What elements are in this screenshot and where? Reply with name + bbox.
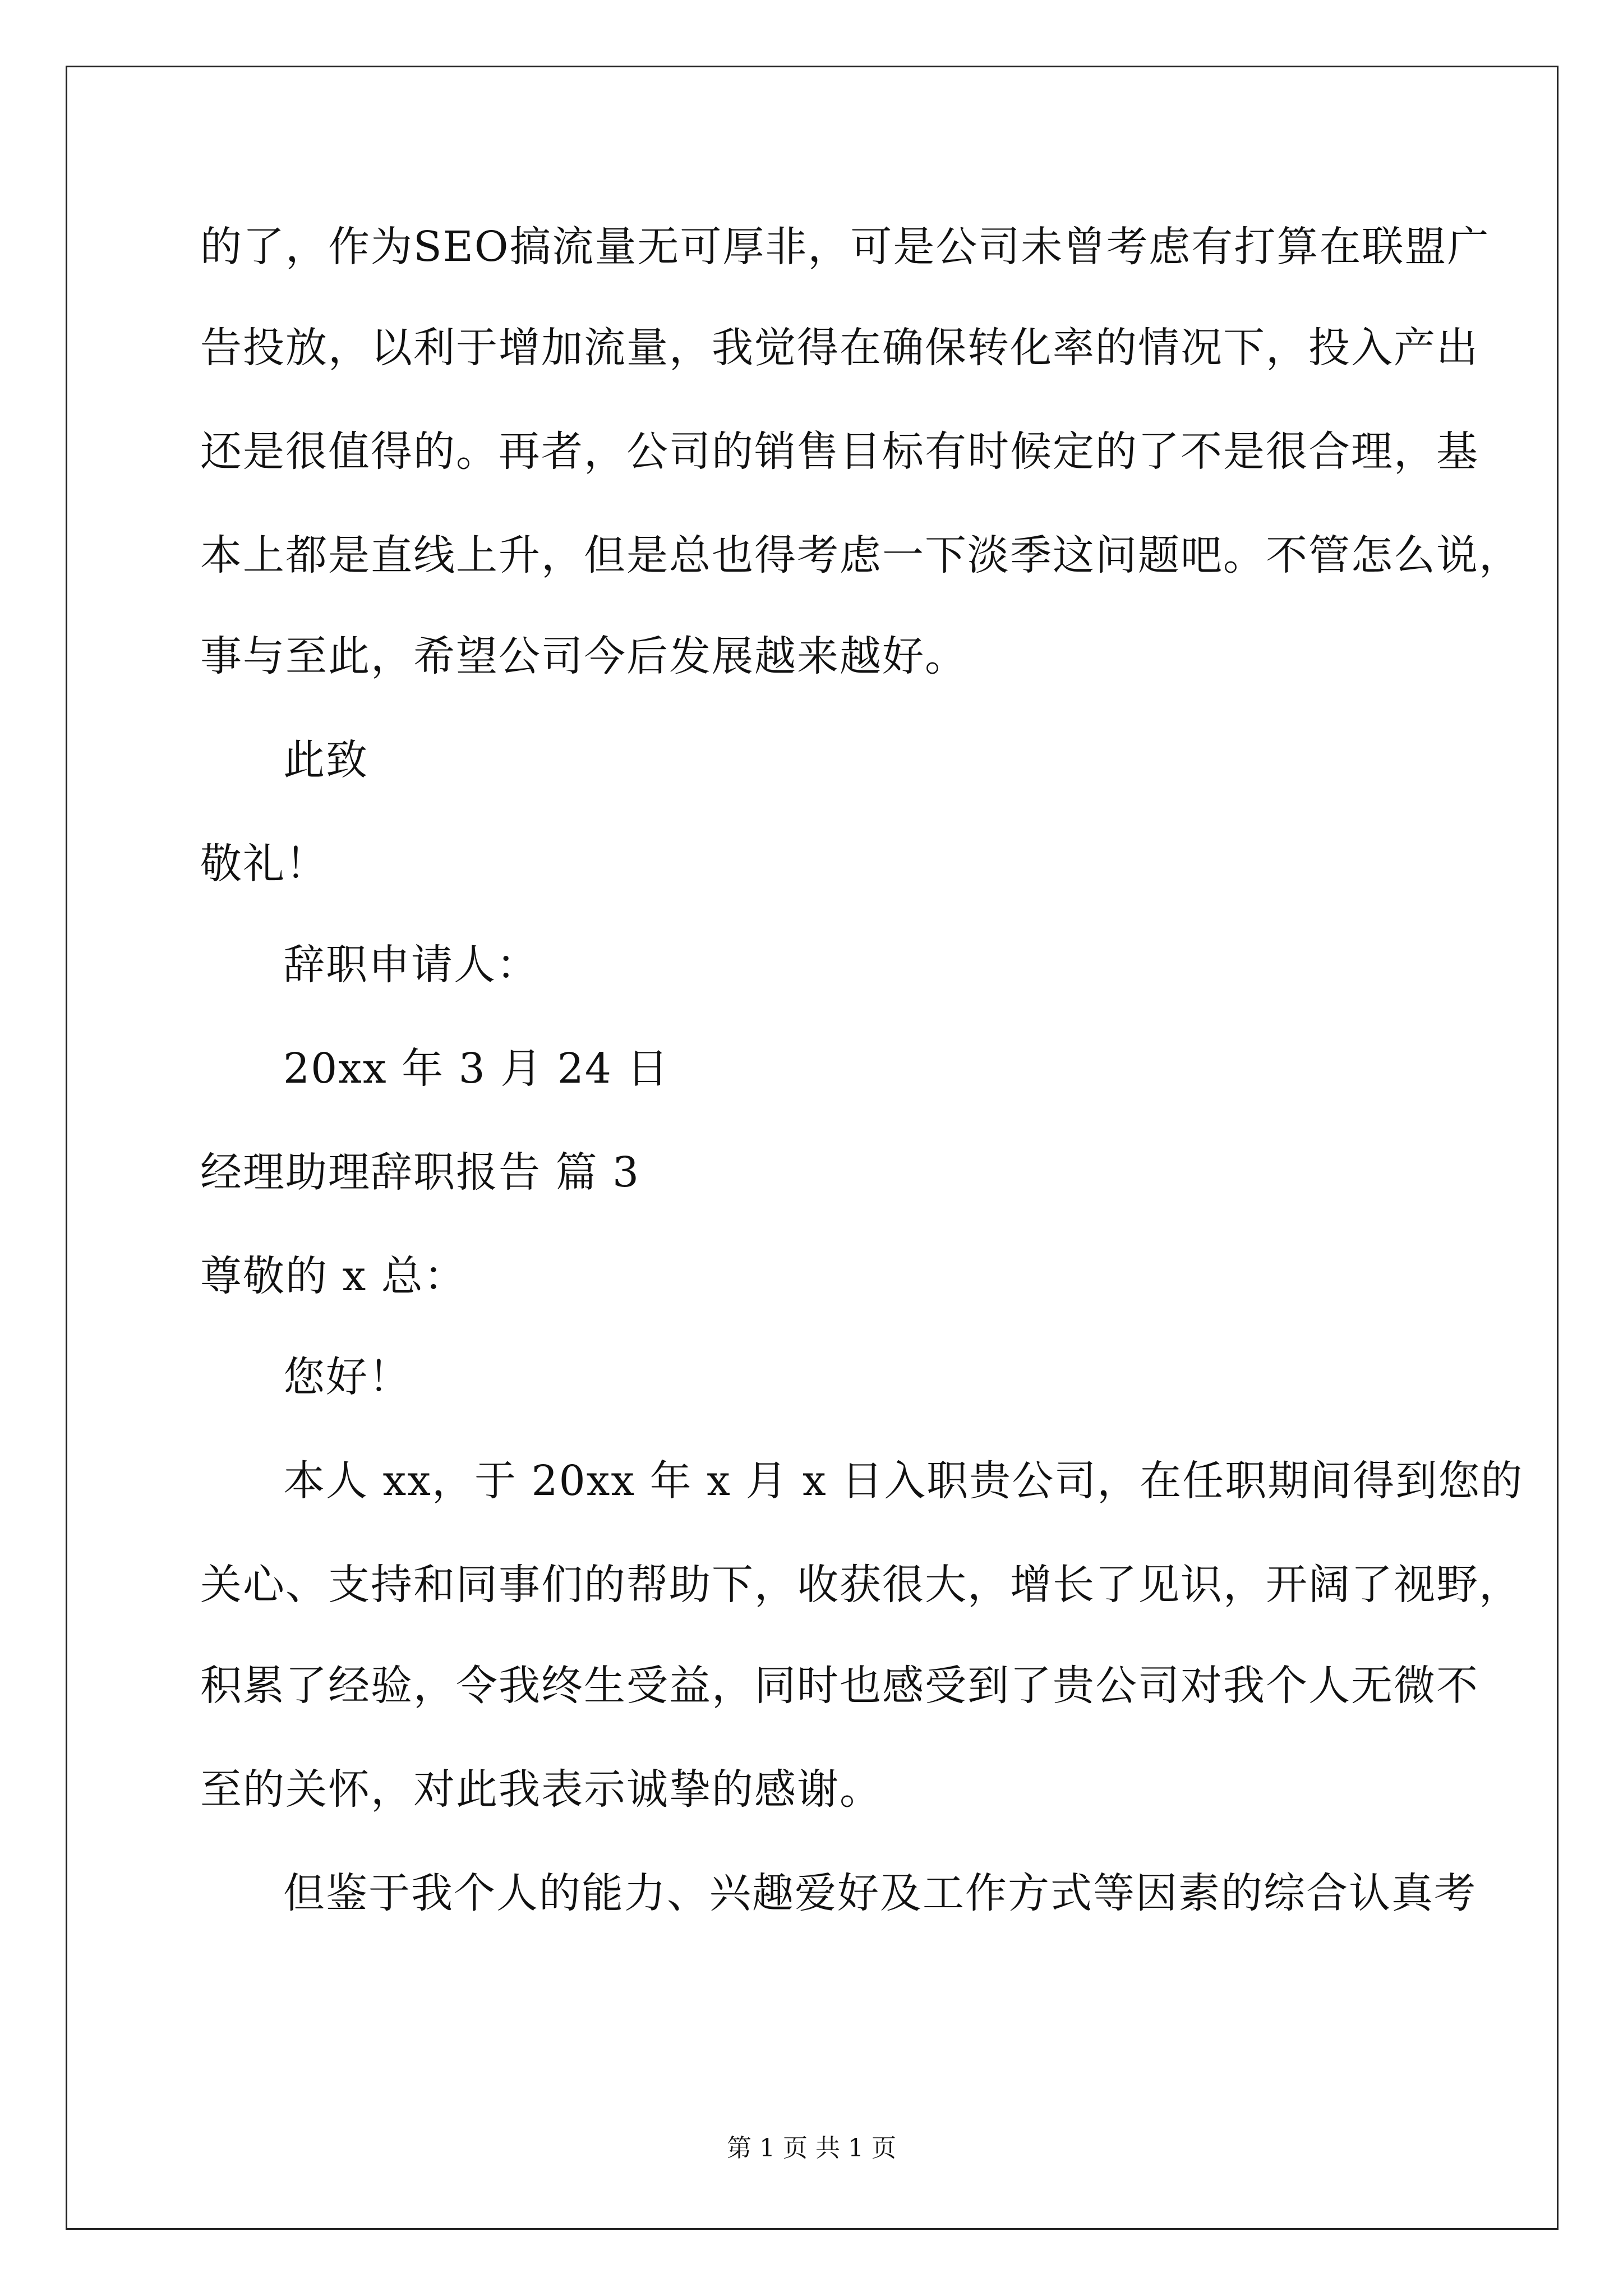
text-line-3: 还是很值得的。再者，公司的销售目标有时候定的了不是很合理，基 (200, 427, 1479, 476)
section-heading: 经理助理辞职报告 篇 3 (200, 1148, 640, 1197)
text-line-14: 关心、支持和同事们的帮助下，收获很大，增长了见识，开阔了视野， (200, 1561, 1521, 1609)
signature-label: 辞职申请人： (283, 941, 539, 989)
text-line-2: 告投放，以利于增加流量，我觉得在确保转化率的情况下，投入产出 (200, 324, 1479, 372)
text-line-5: 事与至此，希望公司今后发展越来越好。 (200, 632, 967, 680)
text-line-15: 积累了经验，令我终生受益，同时也感受到了贵公司对我个人无微不 (200, 1662, 1479, 1710)
text-line-13: 本人 xx，于 20xx 年 x 月 x 日入职贵公司，在任职期间得到您的 (283, 1457, 1524, 1505)
signature-date: 20xx 年 3 月 24 日 (283, 1045, 670, 1093)
text-line-4: 本上都是直线上升，但是总也得考虑一下淡季这问题吧。不管怎么说， (200, 531, 1521, 579)
text-line-1: 的了，作为SEO搞流量无可厚非，可是公司未曾考虑有打算在联盟广 (200, 223, 1490, 271)
greeting-hello: 您好！ (283, 1353, 411, 1401)
greeting-recipient: 尊敬的 x 总： (200, 1252, 467, 1300)
closing-salutation: 此致 (283, 736, 368, 784)
closing-regards: 敬礼！ (200, 840, 328, 888)
text-line-17: 但鉴于我个人的能力、兴趣爱好及工作方式等因素的综合认真考 (283, 1869, 1477, 1917)
page-footer: 第 1 页 共 1 页 (727, 2134, 896, 2162)
text-line-16: 至的关怀，对此我表示诚挚的感谢。 (200, 1765, 882, 1814)
